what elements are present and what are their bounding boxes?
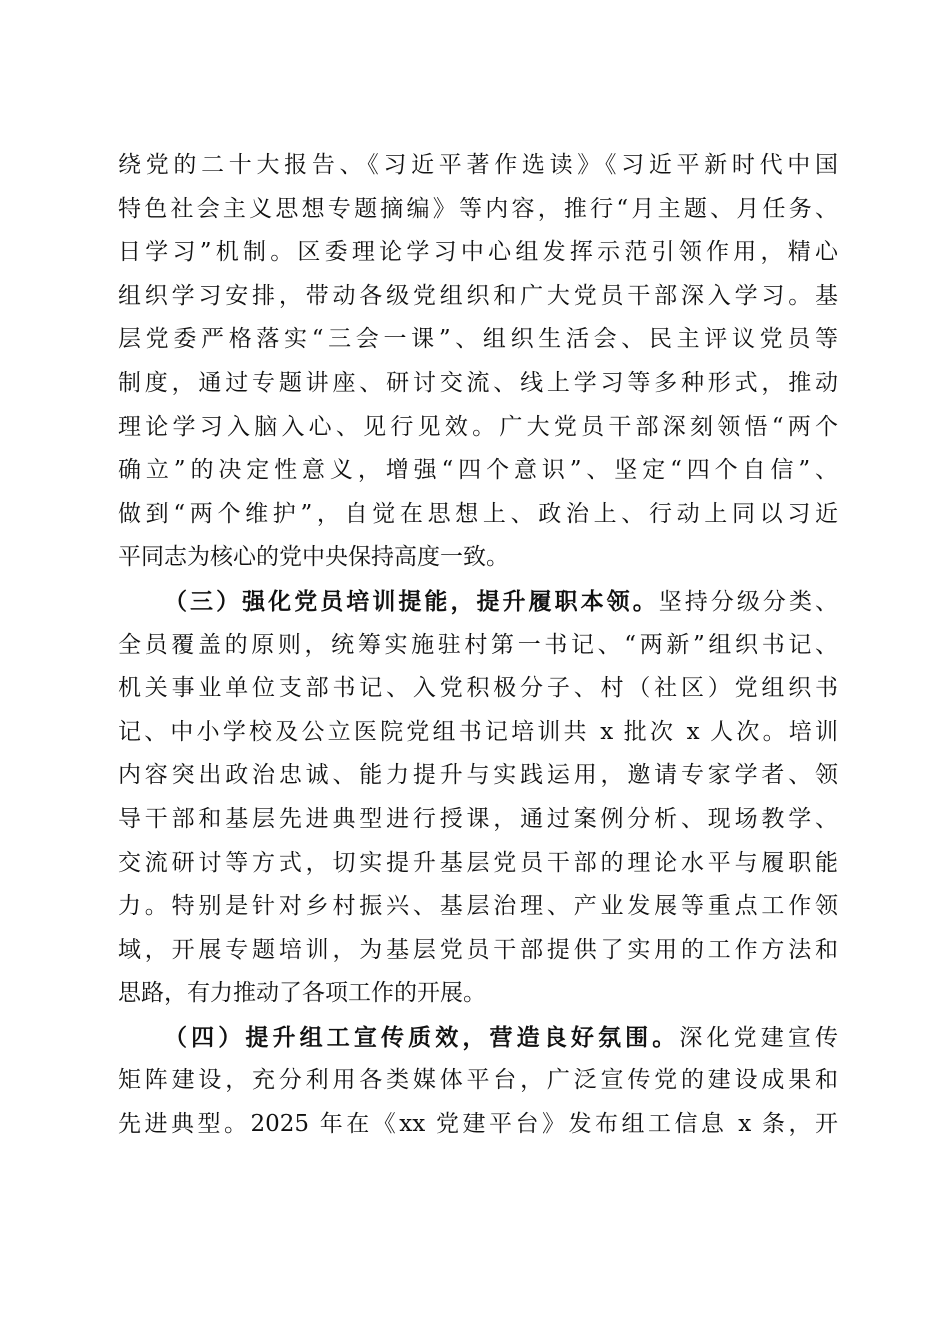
document-body [118, 144, 838, 1147]
paragraph-line: 确立”的决定性意义，增强“四个意识”、坚定“四个自信”、 [118, 457, 838, 484]
paragraph-line: 记、中小学校及公立医院党组书记培训共 x 批次 x 人次。培训 [118, 718, 838, 745]
paragraph-line: 全员覆盖的原则，统筹实施驻村第一书记、“两新”组织书记、 [118, 631, 838, 658]
paragraph-line: 组织学习安排，带动各级党组织和广大党员干部深入学习。基 [118, 282, 838, 309]
paragraph-line: 制度，通过专题讲座、研讨交流、线上学习等多种形式，推动 [118, 369, 838, 396]
paragraph-line: 层党委严格落实“三会一课”、组织生活会、民主评议党员等 [118, 326, 838, 353]
paragraph-line: 交流研讨等方式，切实提升基层党员干部的理论水平与履职能 [118, 849, 838, 876]
paragraph-line: 力。特别是针对乡村振兴、基层治理、产业发展等重点工作领 [118, 893, 838, 920]
paragraph-line: 矩阵建设，充分利用各类媒体平台，广泛宣传党的建设成果和 [118, 1067, 838, 1094]
section-heading-line [118, 580, 838, 624]
paragraph-line: 先进典型。2025 年在《xx 党建平台》发布组工信息 x 条，开 [118, 1111, 838, 1138]
section-heading-4: （四）提升组工宣传质效，营造良好氛围。 [164, 1023, 680, 1051]
paragraph-line: 思路，有力推动了各项工作的开展。 [118, 980, 486, 1007]
paragraph-line: 导干部和基层先进典型进行授课，通过案例分析、现场教学、 [118, 805, 838, 832]
paragraph-line: 日学习”机制。区委理论学习中心组发挥示范引领作用，精心 [118, 239, 838, 266]
paragraph-line: 平同志为核心的党中央保持高度一致。 [118, 544, 509, 571]
paragraph-line: 域，开展专题培训，为基层党员干部提供了实用的工作方法和 [118, 936, 838, 963]
paragraph-text: 深化党建宣传 [679, 1024, 838, 1051]
paragraph-line: 绕党的二十大报告、《习近平著作选读》《习近平新时代中国 [118, 152, 838, 178]
section-heading-line [118, 1016, 838, 1060]
paragraph-line: 做到“两个维护”，自觉在思想上、政治上、行动上同以习近 [118, 500, 838, 527]
paragraph-text: 坚持分级分类、 [658, 588, 838, 615]
section-heading-3: （三）强化党员培训提能，提升履职本领。 [164, 587, 659, 615]
paragraph-line: 特色社会主义思想专题摘编》等内容，推行“月主题、月任务、 [118, 195, 838, 222]
paragraph-line: 机关事业单位支部书记、入党积极分子、村（社区）党组织书 [118, 675, 838, 702]
paragraph-line: 内容突出政治忠诚、能力提升与实践运用，邀请专家学者、领 [118, 762, 838, 789]
paragraph-line: 理论学习入脑入心、见行见效。广大党员干部深刻领悟“两个 [118, 413, 838, 440]
